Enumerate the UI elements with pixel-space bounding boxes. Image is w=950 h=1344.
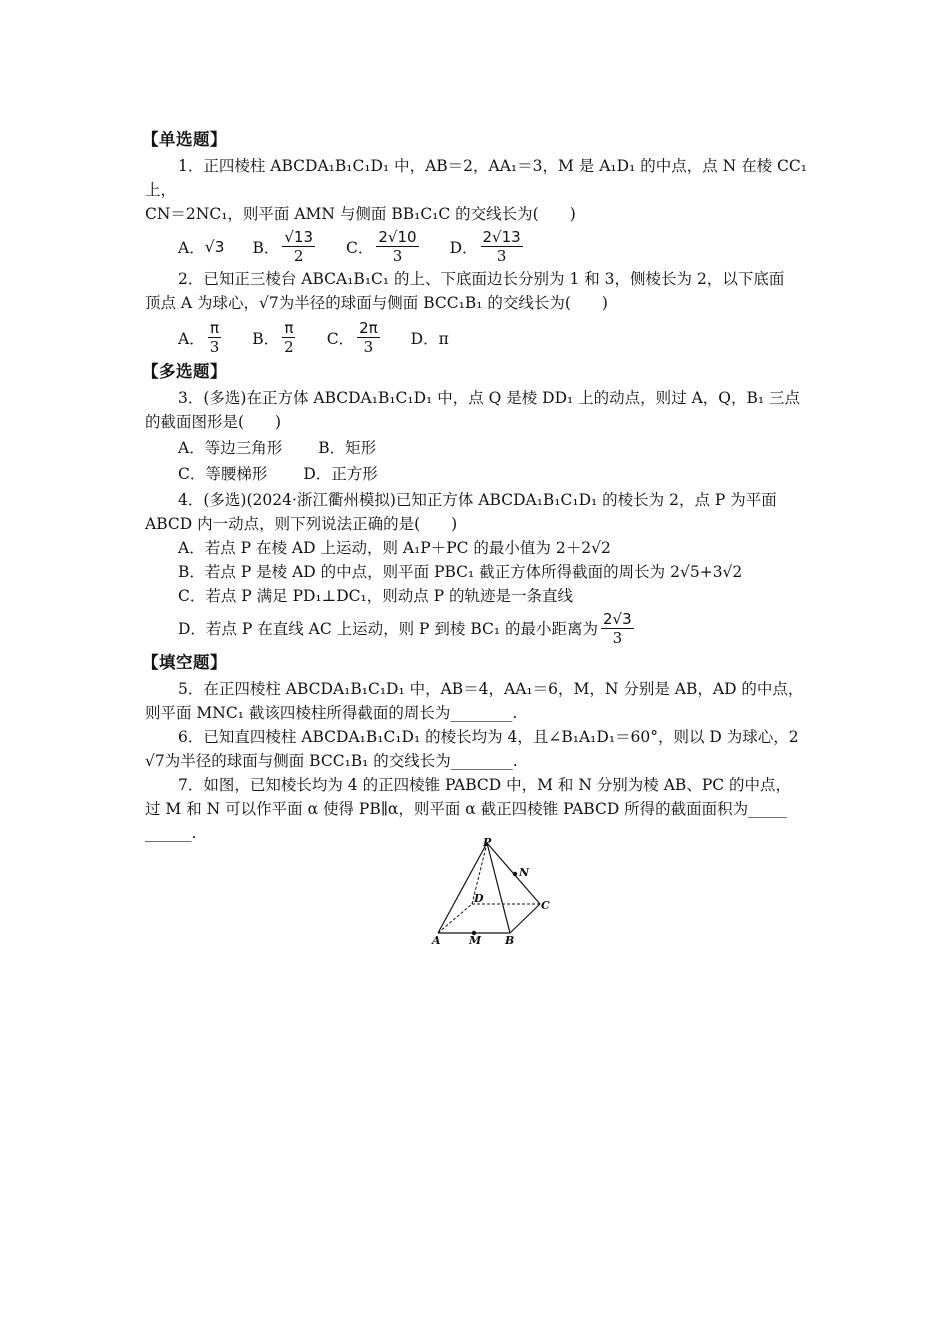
q3-options-row2 (145, 462, 810, 486)
edge-pa (438, 843, 487, 933)
q6-line1: 6．已知直四棱柱 ABCDA₁B₁C₁D₁ 的棱长均为 4，且∠B₁A₁D₁＝60°，则以 D 为球心，2 (178, 728, 799, 746)
q1-line1: 1．正四棱柱 ABCDA₁B₁C₁D₁ 中，AB＝2，AA₁＝3，M 是 A₁D₁ 的中点，点 N 在棱 CC₁ 上， (145, 157, 807, 199)
question-4 (145, 488, 810, 647)
edge-bc (510, 904, 540, 933)
question-3 (145, 386, 810, 486)
section-fill-in: 【填空题】 (142, 653, 227, 672)
q3-option-b: B．矩形 (318, 439, 377, 457)
question-2 (145, 267, 810, 356)
section-single-choice: 【单选题】 (142, 130, 227, 149)
q3-option-c: C．等腰梯形 (178, 465, 268, 483)
q4-line2: ABCD 内一动点，则下列说法正确的是( ) (145, 515, 458, 533)
q5-line1: 5．在正四棱柱 ABCDA₁B₁C₁D₁ 中，AB＝4，AA₁＝6，M，N 分别是 AB，AD 的中点， (178, 680, 804, 698)
label-c: C (541, 899, 550, 912)
q1-options (145, 228, 810, 265)
q4-option-b: B．若点 P 是棱 AD 的中点，则平面 PBC₁ 截正方体所得截面的周长为 2√5+3√2 (178, 563, 743, 581)
q4-line1: 4．(多选)(2024·浙江衢州模拟)已知正方体 ABCDA₁B₁C₁D₁ 的棱长为 2，点 P 为平面 (178, 491, 777, 509)
q2-option-a: A． $\frac{\pi}{3}$ (178, 319, 220, 356)
q7-line1: 7．如图，已知棱长均为 4 的正四棱锥 PABCD 中，M 和 N 分别为棱 AB、PC 的中点， (178, 776, 792, 794)
q2-line2: 顶点 A 为球心，√7为半径的球面与侧面 BCC₁B₁ 的交线长为( ) (145, 294, 608, 312)
q3-option-a: A．等边三角形 (178, 439, 283, 457)
question-6 (145, 725, 810, 773)
fraction: $\frac{2√13}{3}$ (482, 228, 521, 265)
fraction: $\frac{\pi}{2}$ (284, 319, 294, 356)
q3-line2: 的截面图形是( ) (145, 413, 282, 431)
q7-line2: 过 M 和 N 可以作平面 α 使得 PB∥α，则平面 α 截正四棱锥 PABCD 所得的截面面积为_____ (145, 800, 787, 818)
fraction: $\frac{\pi}{3}$ (209, 319, 220, 356)
q1-line2: CN＝2NC₁，则平面 AMN 与侧面 BB₁C₁C 的交线长为( ) (145, 205, 576, 223)
q2-options (145, 319, 810, 356)
section-multiple-choice: 【多选题】 (142, 362, 227, 381)
q3-line1: 3．(多选)在正方体 ABCDA₁B₁C₁D₁ 中，点 Q 是棱 DD₁ 上的动点，则过 A，Q，B₁ 三点 (178, 389, 801, 407)
q4-option-a: A．若点 P 在棱 AD 上运动，则 A₁P＋PC 的最小值为 2＋2√2 (178, 539, 611, 557)
q2-line1: 2．已知正三棱台 ABCA₁B₁C₁ 的上、下底面边长分别为 1 和 3，侧棱长为 2，以下底面 (178, 270, 785, 288)
q2-option-c: C． $\frac{2\pi}{3}$ (326, 319, 378, 356)
q3-option-d: D．正方形 (303, 465, 378, 483)
fraction: $\frac{2√3}{3}$ (603, 610, 632, 647)
label-n: N (519, 866, 530, 879)
fraction: $\frac{√13}{2}$ (284, 228, 313, 265)
label-a: A (432, 934, 441, 947)
label-d: D (474, 892, 484, 905)
q2-option-b: B． $\frac{\pi}{2}$ (252, 319, 294, 356)
q4-option-d: D．若点 P 在直线 AC 上运动，则 P 到棱 BC₁ 的最小距离为 $\frac{2√3}{3}$ (178, 610, 632, 647)
q2-option-d: D．π (410, 329, 449, 348)
q1-option-d: D． $\frac{2√13}{3}$ (449, 228, 521, 265)
q6-line2: √7为半径的球面与侧面 BCC₁B₁ 的交线长为________. (145, 752, 518, 770)
fraction: $\frac{2\pi}{3}$ (359, 319, 378, 356)
question-1 (145, 154, 810, 265)
question-5 (145, 677, 810, 725)
pyramid-figure (428, 834, 558, 949)
q4-option-c: C．若点 P 满足 PD₁⊥DC₁，则动点 P 的轨迹是一条直线 (178, 587, 574, 605)
label-p: P (483, 836, 492, 849)
q7-line3: ______. (145, 824, 197, 842)
q5-line2: 则平面 MNC₁ 截该四棱柱所得截面的周长为________. (145, 704, 518, 722)
label-b: B (505, 934, 515, 947)
point-n (513, 872, 517, 876)
q3-options-row1 (145, 436, 810, 460)
document-page (142, 124, 810, 845)
q1-option-b: B． $\frac{√13}{2}$ (252, 228, 313, 265)
q1-option-a: A． √3 (178, 237, 225, 257)
edge-ad-hidden (438, 904, 472, 933)
q1-option-c: C． $\frac{2√10}{3}$ (346, 228, 417, 265)
fraction: $\frac{2√10}{3}$ (378, 228, 417, 265)
label-m: M (469, 934, 482, 947)
